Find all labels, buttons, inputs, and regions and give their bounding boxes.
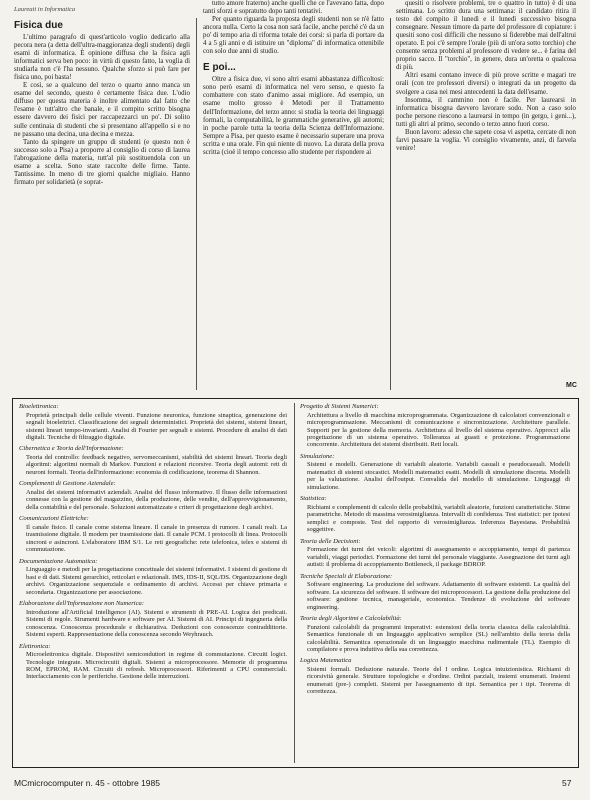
course-entry <box>300 495 570 533</box>
column-divider <box>196 18 197 390</box>
course-description: Teoria del controllo: feedback negativo, servomeccanismi, stabilità dei sistemi lineari. Teoria degli algoritmi: algoritmi normali di Markov. Funzioni e relazioni ricorsive. Teoria degli automi: reti di neuroni formali. Teoria dell'informazione: economia di codificazione, teorema di Shannon. <box>26 454 287 476</box>
course-description: Architettura a livello di macchina microprogrammata. Organizzazione di calcolatori convenzionali e microprogrammazione. Meccanismi di comunicazione e sincronizzazione. Architetture parallele. Supporti per la gestione della memoria. Architettura al livello del sistema operativo. Approcci alla progettazione di un sistema operativo. Tolleranza ai guasti e protezione. Programmazione concorrente. Architettura dei sistemi distribuiti. Reti locali. <box>307 411 570 449</box>
course-entry <box>19 515 287 553</box>
course-description: Il canale fisico. Il canale come sistema lineare. Il canale in presenza di rumore. I canali reali. La trasmissione digitale. Il modem per trasmissione dati. Il canale PCM. I protocolli di linea. Protocolli sincroni e asincroni. L'elaboratore IBM S/1. Le reti geografiche: rete telefonica, telex e sistemi di commutazione. <box>26 523 287 554</box>
section-heading-fisica-due: Fisica due <box>14 20 63 31</box>
course-description: Software engineering. La produzione del software. Adattamento di software esistenti. La qualità del software. La sicurezza del software. Il software dei microprocessori. La gestione della produzione del software: gestione tecnica, manageriale, economica. Tendenze di evoluzione del software engineering. <box>307 581 570 611</box>
course-list-box <box>12 398 579 768</box>
course-entry <box>300 538 570 569</box>
course-description: Analisi dei sistemi informativi aziendali. Analisi del flusso informativo. Il flusso delle informazioni connesse con la gestione del magazzino, della produzione, delle vendite, dell'approvvigionamento, della contabilità e del personale. Soluzioni automatizzate e criteri di progettazione degli archivi. <box>26 488 287 511</box>
course-description: Proprietà principali delle cellule viventi. Funzione neuronica, funzione sinaptica, generazione dei segnali bioelettrici. Classificazione dei segnali deterministici. Proprietà dei sistemi, sistemi lineari, sistemi lineari tempo-invarianti. Analisi di Fourier per segnali e sistemi. Procedure di analisi di dati digitali. Tecniche di filtraggio digitale. <box>26 411 287 441</box>
article-paragraph: L'ultimo paragrafo di quest'articolo voglio dedicarlo alla pecora nera (a detta dell'ultra-maggioranza degli studenti) degli esami di informatica. È opinione diffusa che la fisica agli informatici serva ben poco: in virtù di questo fatto, la voglia di studiarla non c'è l'ha nessuno. Qualche sforzo si può fare per fisica uno, poi basta! <box>14 34 190 82</box>
course-title: Comunicazioni Elettriche: <box>19 515 89 523</box>
course-title: Logica Matematica <box>300 657 352 665</box>
article-paragraph: quesiti o risolvere problemi, tre o quattro in tutto) è di una settimana. Lo scritto dura una settimana: il candidato ritira il testo del compito il lunedì e il lunedì successivo bisogna consegnare. Nessun timore da parte del professore di copiature: i quesiti sono così difficili che nessuno si fiderebbe mai dell'altrui operato. E poi c'è sempre l'orale (più di un'ora sotto torchio) che consente senza problemi al professore di vedere se... è farina del proprio sacco. Il "torchio", in genere, dura un'oretta o qualcosa di più. <box>396 0 576 72</box>
course-description: Sistemi e modelli. Generazione di variabili aleatorie. Variabili casuali e pseudocasuali. Modelli matematici di sistemi stocastici. Modelli matematici esatti. Modelli di simulazione discreta. Modelli per la valutazione. Analisi dell'output. Convalida del modello di simulazione. Linguaggi di simulazione. <box>307 461 570 491</box>
article-paragraph: Tanto da spingere un gruppo di studenti (e questo non è successo solo a Pisa) a proporre al consiglio di corso di laurea l'abrogazione della materia, tutt'al più sostituendola con un esame a scelta. Sono state raccolte delle firme. Tante. Tantissime. In meno di tre giorni qualche migliaio. Hanno firmato per solidarietà (e soprat- <box>14 138 190 186</box>
course-title: Progetto di Sistemi Numerici: <box>300 403 379 410</box>
course-description: Richiami e complementi di calcolo delle probabilità, variabili aleatorie, funzioni caratteristiche. Stime parametriche. Metodo di massima verosimiglianza. Intervalli di confidenza. Test statistici: per ipotesi semplici e composte. Test del rapporto di verosimiglianza. Inferenza Bayesiana. Probabilità soggettive. <box>307 503 570 534</box>
article-column-1 <box>14 20 190 395</box>
course-description: Linguaggio e metodi per la progettazione concettuale dei sistemi informativi. I sistemi di gestione di basi e di dati. Sistemi gerarchici, reticolari e relazionali. IMS, IDS-II, SQL/DS. Organizzazione degli archivi. Organizzazione sequenziale e ordinamento di archivi. Accessi per chiave primaria e secondaria. Organizzazione per associazione. <box>26 566 287 596</box>
running-head: Laureati in Informatica <box>14 6 76 13</box>
article-paragraph: Insomma, il cammino non è facile. Per laurearsi in informatica bisogna davvero lavorare sodo. Non a caso solo poche persone riescono a laurearsi in tempo (in gergo, i geni...), tutti gli altri al primo, secondo o terzo anno fuori corso. <box>396 96 576 128</box>
course-title: Elettronica: <box>19 642 51 650</box>
course-title: Bioelettronica: <box>19 403 59 410</box>
course-description: Sistemi formali. Deduzione naturale. Teorie del I ordine. Logica intuizionistica. Richiami di ricorsività generale. Strutture topologiche e d'ordine. Ordini parziali, insiemi enumerati. Insiemi enumerati (pre-) completi. Sistemi per l'assegnamento di tipi. Semantica per i tipi. Teorema di correttezza. <box>307 666 570 696</box>
course-title: Simulazione: <box>300 452 335 460</box>
course-entry <box>19 643 287 681</box>
article-paragraph: E così, se a qualcuno del terzo o quarto anno manca un esame del secondo, questo è certamente fisica due. L'odio diffuso per questa materia è inoltre alimentato dal fatto che l'esame è tutt'altro che banale, e il compito scritto bisogna essere davvero dei fisici per raccapezzarci un po'. Di solito sulle centinaia di studenti che si presentano all'appello si e no ne passano una decina, una decina e mezza. <box>14 82 190 138</box>
course-list-right <box>300 403 570 765</box>
course-title: Elaborazione dell'Informazione non Numerica: <box>19 600 145 608</box>
footer-publication: MCmicrocomputer n. 45 - ottobre 1985 <box>14 778 160 788</box>
course-entry <box>19 403 287 441</box>
course-title: Tecniche Speciali di Elaborazione: <box>300 572 393 580</box>
course-list-left <box>19 403 287 765</box>
course-entry <box>19 600 287 638</box>
author-signature: MC <box>566 382 577 389</box>
article-paragraphs-col1 <box>14 34 190 187</box>
course-description: Microelettronica digitale. Dispositivi semiconduttori in regime di commutazione. Circuiti logici. Tecnologie integrate. Microcircuiti digitali. Sistemi a microprocessore. Memorie di programma ROM, EPROM, RAM. Circuiti di refresh. Microprocessori. Riferimenti a CPU commerciali. Interfacciamento con le periferiche. Gestione delle interruzioni. <box>26 651 287 681</box>
article-paragraphs-col2a <box>203 0 384 56</box>
article-paragraphs-col3 <box>396 0 576 153</box>
article-paragraph: Buon lavoro: adesso che sapete cosa vi aspetta, cercate di non farvi passare la voglia. Vi consiglio vivamente, anzi, di farvela venire! <box>396 128 576 152</box>
course-entry <box>19 480 287 511</box>
article-paragraph: Per quanto riguarda la proposta degli studenti non se n'è fatto ancora nulla. Certo la cosa non sarà facile, anche perché c'è da un po' di tempo aria di riforma totale dei corsi: si parla di portare da 4 a 5 gli anni e di istituire un "diploma" di informatica ottenibile con solo due anni di studio. <box>203 16 384 56</box>
course-title: Complementi di Gestione Aziendale: <box>19 480 116 488</box>
course-entry <box>300 573 570 611</box>
article-paragraph: Oltre a fisica due, vi sono altri esami abbastanza difficoltosi: sono però esami di informatica nel vero senso, e questo fa combattere con stato d'animo assai migliore. Ad esempio, un esame molto grosso è Metodi per il Trattamento dell'Informazione, del terzo anno: si studia la teoria dei linguaggi formali, la computabilità, le grammatiche generative, gli automi; in poche parole tutta la teoria della Scienza dell'Informazione. Sempre a Pisa, per questo esame è necessario superare una prova scritta e una orale. Fin qui niente di nuovo. La durata della prova scritta (cioè il tempo concesso allo studente per rispondere ai <box>203 76 384 156</box>
course-description: Funzioni calcolabili da programmi imperativi: estensioni della teoria classica della calcolabilità. Semantica funzionale di un linguaggio applicativo semplice (SL) nell'ambito della teoria della calcolabilità. Semantica operazionale di un linguaggio macchina rudimentale (TL). Esempio di compilatore e prova induttiva della sua correttezza. <box>307 623 570 653</box>
section-heading-e-poi: E poi... <box>203 62 236 74</box>
course-title: Statistica: <box>300 495 327 503</box>
course-title: Teoria degli Algoritmi e Calcolabilità: <box>300 615 402 623</box>
course-description: Introduzione all'Artificial Intelligence (AI). Sistemi e strumenti di PRE-AI. Logica dei predicati. Sistemi di regole. Strumenti hardware e software per AI. Sistemi di AI. Principi di ingegneria della conoscenza. Conoscenza procedurale e dichiarativa. Deduzioni con conoscenze contraddittorie. Sistemi esperti. Rappresentazione della conoscenza secondo Weyhrauch. <box>26 608 287 639</box>
column-divider <box>390 18 391 390</box>
article-paragraph: tutto amore fraterno) anche quelli che ce l'avevano fatta, dopo tanti sforzi e sopratutto dopo tanti tentativi. <box>203 0 384 16</box>
course-entry <box>19 445 287 476</box>
course-entry <box>19 558 287 596</box>
course-entry <box>300 657 570 695</box>
article-paragraphs-col2b <box>203 76 384 156</box>
box-divider <box>294 403 295 763</box>
article-column-3 <box>396 0 576 395</box>
course-description: Formazione dei turni dei veicoli: algoritmi di assegnamento e accoppiamento, tempi di partenza variabili, viaggi periodici. Formazione dei turni del personale viaggiante. Assegnazione dei turni agli autisti: il problema di accoppiamento Bottleneck, il package BDROP. <box>307 546 570 569</box>
article-column-2 <box>203 0 384 395</box>
course-title: Cibernetica e Teoria dell'Informazione: <box>19 445 124 453</box>
article-paragraph: Altri esami contano invece di più prove scritte e magari tre orali (con tre professori diversi) o integrati da un progetto da svolgere a casa nei mesi antecedenti la data dell'esame. <box>396 72 576 96</box>
course-title: Documentazione Automatica: <box>19 557 98 565</box>
course-entry <box>300 453 570 491</box>
page-number: 57 <box>562 778 572 788</box>
course-entry <box>300 403 570 449</box>
course-title: Teoria delle Decisioni: <box>300 537 361 545</box>
course-entry <box>300 615 570 653</box>
